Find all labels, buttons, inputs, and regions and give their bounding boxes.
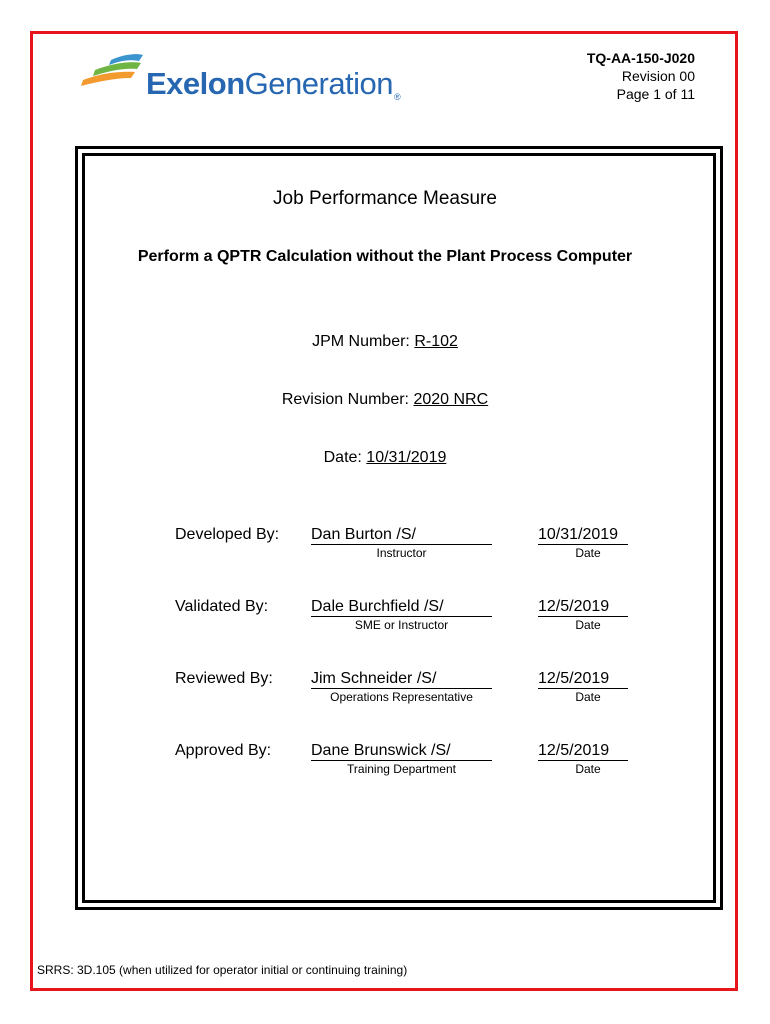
validated-by-date-caption: Date: [575, 618, 601, 632]
reviewed-by-date: 12/5/2019: [538, 670, 628, 689]
validated-by-date: 12/5/2019: [538, 598, 628, 617]
logo-text-light: Generation: [244, 66, 394, 101]
date-field: [0, 449, 770, 467]
logo-registered-mark: ®: [394, 92, 401, 102]
reviewed-by-role: Operations Representative: [330, 690, 473, 704]
approved-by-label: Approved By:: [175, 742, 272, 759]
logo-text-bold: Exelon: [146, 66, 245, 101]
document-revision: Revision 00: [621, 68, 695, 84]
jpm-number-value: R-102: [414, 333, 458, 350]
jpm-subtitle: Perform a QPTR Calculation without the Plant Process Computer: [137, 248, 633, 265]
reviewed-by-name: Jim Schneider /S/: [311, 670, 492, 689]
jpm-number-label: JPM Number:: [312, 333, 415, 350]
validated-by-role: SME or Instructor: [354, 618, 449, 632]
document-info: [587, 49, 695, 103]
revision-number-field: [0, 391, 770, 409]
approved-by-role: Training Department: [347, 762, 456, 776]
developed-by-label: Developed By:: [175, 526, 280, 543]
logo-wordmark: [146, 66, 400, 102]
revision-number-value: 2020 NRC: [413, 391, 489, 408]
document-number: TQ-AA-150-J020: [586, 50, 695, 66]
approved-by-date: 12/5/2019: [538, 742, 628, 761]
developed-by-role: Instructor: [376, 546, 427, 560]
page-title: Job Performance Measure: [273, 188, 497, 209]
reviewed-by-date-caption: Date: [575, 690, 601, 704]
developed-by-name: Dan Burton /S/: [311, 526, 492, 545]
approved-by-date-caption: Date: [575, 762, 601, 776]
developed-by-date: 10/31/2019: [538, 526, 628, 545]
srrs-footer: SRRS: 3D.105 (when utilized for operator initial or continuing training): [37, 963, 408, 977]
date-label: Date:: [323, 449, 367, 466]
page-number: Page 1 of 11: [616, 86, 695, 102]
validated-by-label: Validated By:: [175, 598, 269, 615]
developed-by-date-caption: Date: [575, 546, 601, 560]
jpm-number-field: [0, 333, 770, 351]
validated-by-name: Dale Burchfield /S/: [311, 598, 492, 617]
approved-by-name: Dane Brunswick /S/: [311, 742, 492, 761]
date-value: 10/31/2019: [366, 449, 447, 466]
revision-number-label: Revision Number:: [281, 391, 414, 408]
reviewed-by-label: Reviewed By:: [175, 670, 273, 687]
